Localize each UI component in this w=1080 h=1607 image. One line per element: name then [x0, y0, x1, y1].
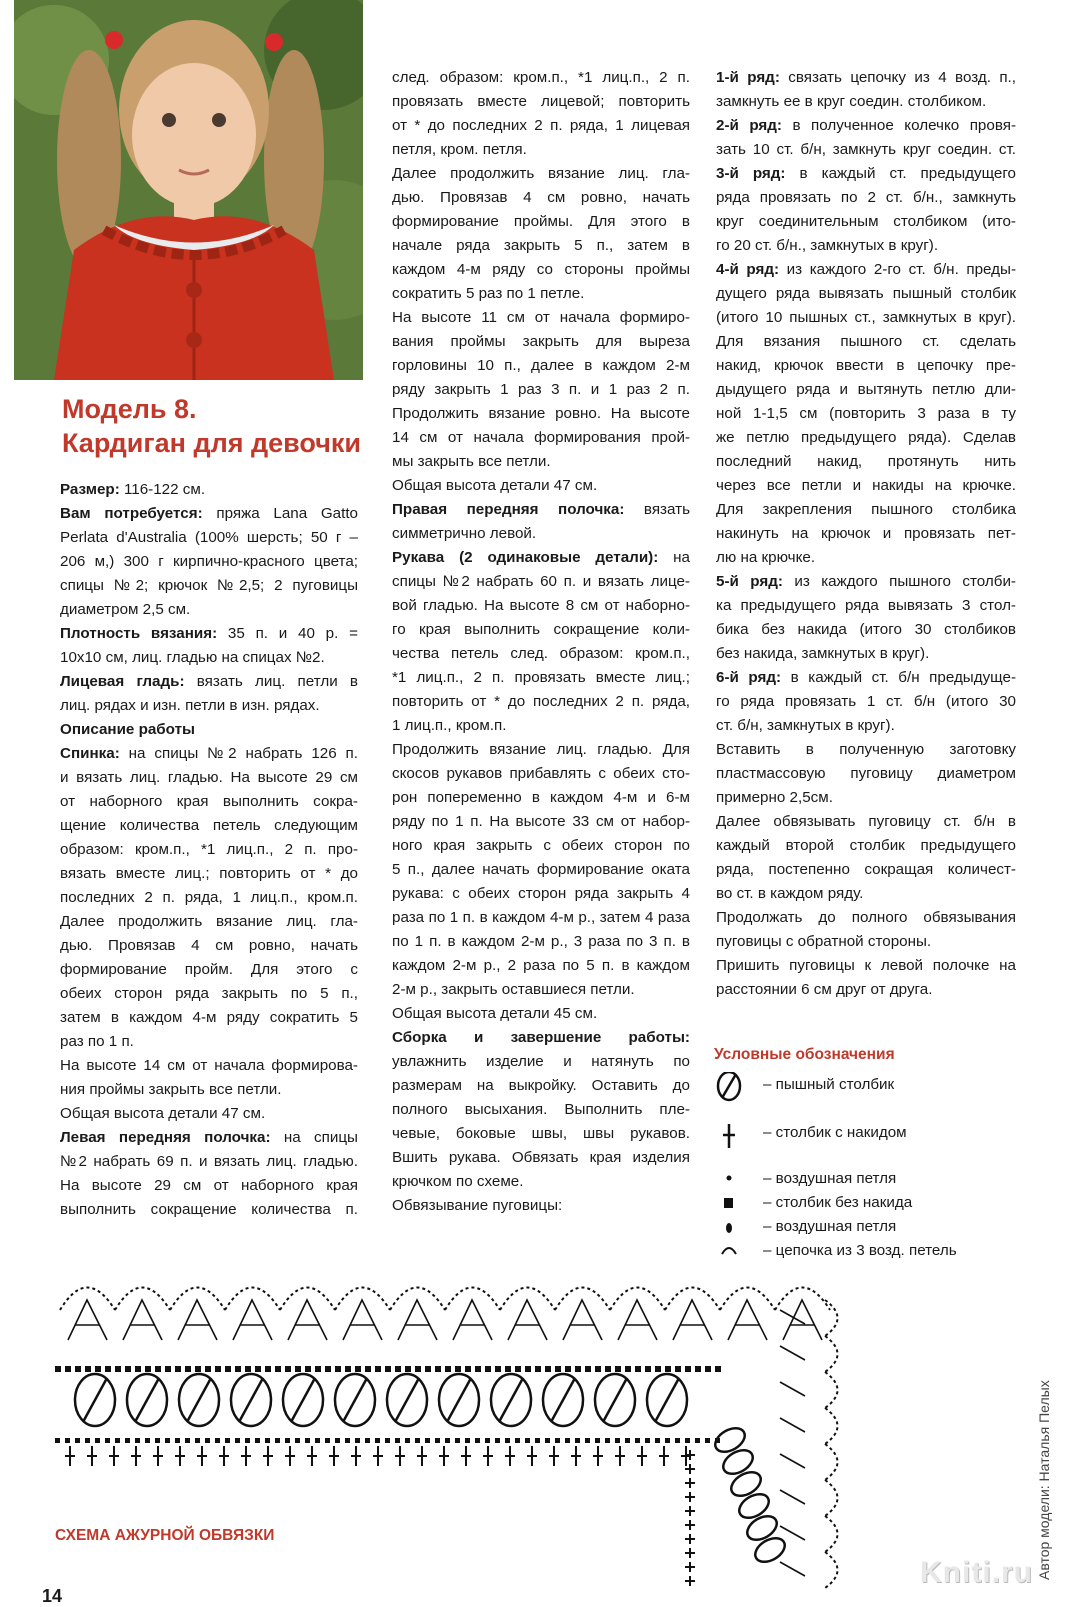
- title-line-1: Модель 8.: [62, 394, 197, 424]
- scheme-mark: [585, 1438, 590, 1443]
- puff-stitch-icon: [718, 1072, 740, 1100]
- scheme-mark: [125, 1366, 131, 1372]
- chain-oval-icon: [726, 1223, 732, 1233]
- scheme-mark: [245, 1366, 251, 1372]
- scheme-mark: [535, 1438, 540, 1443]
- scheme-mark: [395, 1366, 401, 1372]
- scheme-mark: [551, 1378, 575, 1422]
- scheme-mark: [178, 1300, 217, 1340]
- model-photo: [14, 0, 363, 380]
- scheme-mark: [447, 1378, 471, 1422]
- scheme-mark: [445, 1288, 500, 1311]
- scheme-mark: [455, 1438, 460, 1443]
- scheme-mark: [68, 1300, 107, 1340]
- scheme-mark: [465, 1438, 470, 1443]
- scheme-mark: [85, 1438, 90, 1443]
- scheme-mark: [545, 1366, 551, 1372]
- legend-item-0: – пышный столбик: [763, 1076, 895, 1093]
- scheme-mark: [595, 1366, 601, 1372]
- scheme-mark: [185, 1438, 190, 1443]
- scheme-mark: [495, 1438, 500, 1443]
- legend-symbols: [714, 1072, 764, 1262]
- scheme-mark: [780, 1382, 805, 1396]
- scheme-mark: [175, 1438, 180, 1443]
- scheme-mark: [618, 1300, 657, 1340]
- scheme-mark: [195, 1438, 200, 1443]
- legend-item-2: – воздушная петля: [763, 1170, 897, 1187]
- scheme-mark: [780, 1490, 805, 1504]
- scheme-mark: [825, 1516, 838, 1552]
- scheme-mark: [665, 1366, 671, 1372]
- legend-item-5: – цепочка из 3 возд. петель: [763, 1242, 957, 1259]
- scheme-mark: [75, 1366, 81, 1372]
- scheme-mark: [255, 1366, 261, 1372]
- scheme-mark: [335, 1366, 341, 1372]
- scheme-mark: [780, 1454, 805, 1468]
- scheme-mark: [625, 1366, 631, 1372]
- scheme-mark: [405, 1366, 411, 1372]
- scheme-mark: [563, 1300, 602, 1340]
- scheme-mark: [55, 1366, 61, 1372]
- scheme-mark: [291, 1378, 315, 1422]
- scheme-mark: [475, 1366, 481, 1372]
- girl-illustration: [14, 0, 363, 380]
- scheme-mark: [105, 1366, 111, 1372]
- scheme-mark: [325, 1366, 331, 1372]
- scheme-mark: [395, 1378, 419, 1422]
- column-3: 1-й ряд: связать цепочку из 4 возд. п., замкнуть ее в круг соедин. столбиком. 2-й ряд: в полученное колечко провя- зать 10 ст. б/н, замкнуть круг соедин. ст. 3-й ряд: в каждый ст. предыдущего ряда провязать по 2 ст. б/н., замкнуть круг соединительным столбиком (ито- го 20 ст. б/н., замкнутых в круг). 4-й ряд: из каждого 2-го ст. б/н. преды- дущего ряда вывязать пышный столбик (итого 10 пышных ст., замкнутых в круг). Для вязания пышного ст. сделать накид, крючок ввести в цепочку пре- дыдущего ряда и вытянуть петлю дли- ной 1-1,5 см (повторить 3 раза в ту же петлю предыдущего ряда). Сделав последний накид, протянуть нить через все петли и накиды на крючке. Для закрепления пышного столбика накинуть на крючок и провязать пет- лю на крючке. 5-й ряд: из каждого пышного столби- ка предыдущего ряда вывязать 3 стол- бика без накида (итого 30 столбиков без накида, замкнутых в круг). 6-й ряд: в каждый ст. б/н предыдуще- го ряда провязать 1 ст. б/н (итого 30 ст. б/н, замкнутых в круг). Вставить в полученную заготовку пластмассовую пуговицу диаметром примерно 2,5см. Далее обвязывать пуговицу ст. б/н в каждый второй столбик предыдущего ряда, постепенно сокращая количест- во ст. в каждом ряду. Продолжать до полного обвязывания пуговицы с обратной стороны. Пришить пуговицы к левой полочке на расстоянии 6 см друг от друга.: [716, 69, 1017, 998]
- scheme-mark: [285, 1366, 291, 1372]
- page-number: 14: [42, 1586, 63, 1606]
- scheme-mark: [695, 1366, 701, 1372]
- column-2: след. образом: кром.п., *1 лиц.п., 2 п. провязать вместе лицевой; повторить от * до последних 2 п. ряда, 1 лицевая петля, кром. петля. Далее продолжить вязание лиц. гла- дью. Провязав 4 см ровно, начать формирование проймы. Для этого в начале ряда закрыть 5 п., затем в каждом 4-м ряду со стороны проймы сократить 5 раз по 1 петле. На высоте 11 см от начала формиро- вания проймы закрыть для выреза горловины 10 п., далее в каждом 2-м ряду закрыть 1 раз 3 п. и 1 раз 2 п. Продолжить вязание ровно. На высоте 14 см от начала формирования прой- мы закрыть все петли. Общая высота детали 47 см. Правая передняя полочка: вязать симметрично левой. Рукава (2 одинаковые детали): на спицы №2 набрать 60 п. и вязать лице- вой гладью. На высоте 8 см от наборно- го края выполнить сокращение коли- чества петель след. образом: кром.п., *1 лиц.п., 2 п. провязать вместе лиц.; повторить от * до последних 2 п. ряда, 1 лиц.п., кром.п. Продолжить вязание лиц. гладью. Для скосов рукавов прибавлять с обеих сто- рон попеременно в каждом 4-м и 6-м ряду по 1 п. На высоте 33 см от набор- ного края закрыть с обеих сторон по 5 п., далее начать формирование оката рукава: с обеих сторон ряда закрыть 4 раза по 1 п. в каждом 4-м р., затем 4 раза по 1 п. в каждом 2-м р., 3 раза по 3 п. в каждом 2-м р., 2 раза по 5 п. в каждом 2-м р., закрыть оставшиеся петли. Общая высота детали 45 см. Сборка и завершение работы: увлажнить изделие и натянуть по размерам на выкройку. Оставить до полного высыхания. Выполнить пле- чевые, боковые швы, швы рукавов. Вшить рукава. Обвязать края изделия крючком по схеме. Обвязывание пуговицы:: [392, 69, 690, 1214]
- scheme-mark: [75, 1438, 80, 1443]
- scheme-mark: [675, 1366, 681, 1372]
- scheme-mark: [335, 1288, 390, 1311]
- scheme-mark: [435, 1438, 440, 1443]
- scheme-mark: [555, 1288, 610, 1311]
- scheme-mark: [60, 1288, 115, 1311]
- scheme-mark: [825, 1480, 838, 1516]
- scheme-mark: [390, 1288, 445, 1311]
- scheme-mark: [275, 1438, 280, 1443]
- scheme-mark: [508, 1300, 547, 1340]
- scheme-mark: [355, 1366, 361, 1372]
- scheme-mark: [635, 1366, 641, 1372]
- title-line-2: Кардиган для девочки: [62, 428, 362, 458]
- scheme-mark: [170, 1288, 225, 1311]
- scheme-mark: [655, 1438, 660, 1443]
- scheme-mark: [385, 1438, 390, 1443]
- scheme-mark: [123, 1300, 162, 1340]
- scheme-mark: [780, 1418, 805, 1432]
- scheme-mark: [525, 1366, 531, 1372]
- chain-arc-icon: [722, 1248, 736, 1254]
- scheme-mark: [505, 1366, 511, 1372]
- scheme-mark: [205, 1366, 211, 1372]
- scheme-mark: [783, 1300, 822, 1340]
- scheme-mark: [685, 1366, 691, 1372]
- crochet-scheme-diagram: [0, 1270, 1040, 1600]
- scheme-mark: [375, 1438, 380, 1443]
- legend-title: Условные обозначения: [714, 1046, 895, 1063]
- scheme-mark: [115, 1438, 120, 1443]
- scheme-mark: [105, 1438, 110, 1443]
- scheme-mark: [345, 1366, 351, 1372]
- scheme-mark: [55, 1438, 60, 1443]
- scheme-mark: [295, 1366, 301, 1372]
- scheme-mark: [665, 1438, 670, 1443]
- scheme-mark: [205, 1438, 210, 1443]
- scheme-mark: [155, 1438, 160, 1443]
- scheme-mark: [705, 1366, 711, 1372]
- scheme-mark: [215, 1366, 221, 1372]
- scheme-mark: [825, 1408, 838, 1444]
- scheme-mark: [585, 1366, 591, 1372]
- scheme-mark: [610, 1288, 665, 1311]
- scheme-mark: [425, 1438, 430, 1443]
- scheme-mark: [415, 1366, 421, 1372]
- scheme-mark: [685, 1438, 690, 1443]
- scheme-mark: [155, 1366, 161, 1372]
- scheme-mark: [385, 1366, 391, 1372]
- scheme-mark: [215, 1438, 220, 1443]
- scheme-mark: [83, 1378, 107, 1422]
- scheme-mark: [825, 1552, 838, 1588]
- single-crochet-icon: [724, 1198, 733, 1208]
- scheme-mark: [780, 1310, 805, 1324]
- scheme-mark: [125, 1438, 130, 1443]
- scheme-mark: [728, 1300, 767, 1340]
- scheme-mark: [500, 1288, 555, 1311]
- scheme-mark: [495, 1366, 501, 1372]
- scheme-mark: [565, 1438, 570, 1443]
- scheme-mark: [225, 1438, 230, 1443]
- scheme-mark: [825, 1372, 838, 1408]
- scheme-mark: [95, 1438, 100, 1443]
- scheme-mark: [603, 1378, 627, 1422]
- scheme-mark: [525, 1438, 530, 1443]
- scheme-mark: [345, 1438, 350, 1443]
- scheme-mark: [115, 1288, 170, 1311]
- scheme-mark: [445, 1438, 450, 1443]
- scheme-mark: [233, 1300, 272, 1340]
- scheme-mark: [305, 1366, 311, 1372]
- scheme-mark: [625, 1438, 630, 1443]
- scheme-mark: [780, 1562, 805, 1576]
- scheme-mark: [780, 1526, 805, 1540]
- scheme-mark: [475, 1438, 480, 1443]
- scheme-mark: [65, 1438, 70, 1443]
- scheme-mark: [415, 1438, 420, 1443]
- scheme-mark: [365, 1438, 370, 1443]
- scheme-mark: [465, 1366, 471, 1372]
- scheme-mark: [239, 1378, 263, 1422]
- scheme-mark: [187, 1378, 211, 1422]
- scheme-mark: [535, 1366, 541, 1372]
- scheme-mark: [605, 1366, 611, 1372]
- scheme-mark: [780, 1346, 805, 1360]
- scheme-mark: [225, 1288, 280, 1311]
- scheme-mark: [751, 1533, 789, 1566]
- scheme-mark: [445, 1366, 451, 1372]
- scheme-mark: [395, 1438, 400, 1443]
- legend-item-4: – воздушная петля: [763, 1218, 897, 1235]
- scheme-mark: [565, 1366, 571, 1372]
- scheme-mark: [515, 1366, 521, 1372]
- scheme-mark: [265, 1438, 270, 1443]
- scheme-mark: [145, 1438, 150, 1443]
- scheme-mark: [695, 1438, 700, 1443]
- scheme-mark: [195, 1366, 201, 1372]
- scheme-mark: [735, 1489, 773, 1522]
- scheme-mark: [275, 1366, 281, 1372]
- scheme-mark: [305, 1438, 310, 1443]
- scheme-title: СХЕМА АЖУРНОЙ ОБВЯЗКИ: [55, 1527, 275, 1544]
- scheme-mark: [288, 1300, 327, 1340]
- scheme-mark: [355, 1438, 360, 1443]
- scheme-mark: [645, 1366, 651, 1372]
- legend-item-3: – столбик без накида: [763, 1194, 913, 1211]
- scheme-mark: [225, 1366, 231, 1372]
- scheme-mark: [165, 1366, 171, 1372]
- scheme-mark: [115, 1366, 121, 1372]
- scheme-mark: [645, 1438, 650, 1443]
- scheme-mark: [175, 1366, 181, 1372]
- scheme-mark: [575, 1438, 580, 1443]
- chain-dot-icon: [727, 1176, 732, 1181]
- scheme-mark: [727, 1467, 765, 1500]
- scheme-mark: [515, 1438, 520, 1443]
- scheme-mark: [255, 1438, 260, 1443]
- scheme-mark: [575, 1366, 581, 1372]
- scheme-mark: [775, 1288, 830, 1311]
- scheme-mark: [65, 1366, 71, 1372]
- scheme-mark: [555, 1438, 560, 1443]
- scheme-mark: [295, 1438, 300, 1443]
- scheme-mark: [455, 1366, 461, 1372]
- scheme-mark: [405, 1438, 410, 1443]
- scheme-mark: [505, 1438, 510, 1443]
- scheme-mark: [398, 1300, 437, 1340]
- scheme-mark: [665, 1288, 720, 1311]
- scheme-mark: [85, 1366, 91, 1372]
- scheme-mark: [615, 1366, 621, 1372]
- scheme-mark: [675, 1438, 680, 1443]
- scheme-mark: [280, 1288, 335, 1311]
- scheme-mark: [375, 1366, 381, 1372]
- article-title: [62, 392, 361, 460]
- column-1: Размер: 116-122 см. Вам потребуется: пряжа Lana Gatto Perlata d'Australia (100% шерсть; 50 г – 206 м,) 300 г кирпично-красного цвета; спицы №2; крючок №2,5; 2 пуговицы диаметром 2,5 см. Плотность вязания: 35 п. и 40 р. = 10х10 см, лиц. гладью на спицах №2. Лицевая гладь: вязать лиц. петли в лиц. рядах и изн. петли в изн. рядах. Описание работы Спинка: на спицы №2 набрать 126 п. и вязать лиц. гладью. На высоте 29 см от наборного края выполнить сокра- щение количества петель следующим образом: кром.п., *1 лиц.п., 2 п. про- вязать вместе лиц.; повторить от * до последних 2 п. ряда, 1 лиц.п., кром.п. Далее продолжить вязание лиц. гла- дью. Провязав 4 см ровно, начать формирование пройм. Для этого с обеих сторон ряда закрыть по 5 п., затем в каждом 4-м ряду сократить 5 раз по 1 п. На высоте 14 см от начала формирова- ния проймы закрыть все петли. Общая высота детали 47 см. Левая передняя полочка: на спицы №2 набрать 69 п. и вязать лиц. гладью. На высоте 29 см от наборного края выполнить сокращение количества п.: [60, 481, 358, 1218]
- scheme-mark: [425, 1366, 431, 1372]
- scheme-mark: [315, 1438, 320, 1443]
- scheme-mark: [95, 1366, 101, 1372]
- scheme-mark: [825, 1444, 838, 1480]
- scheme-mark: [545, 1438, 550, 1443]
- watermark: Kniti.ru: [920, 1556, 1033, 1589]
- scheme-mark: [705, 1438, 710, 1443]
- scheme-mark: [135, 1366, 141, 1372]
- scheme-mark: [715, 1366, 721, 1372]
- scheme-mark: [555, 1366, 561, 1372]
- scheme-mark: [453, 1300, 492, 1340]
- scheme-mark: [343, 1378, 367, 1422]
- scheme-mark: [635, 1438, 640, 1443]
- scheme-mark: [719, 1445, 757, 1478]
- author-credit: Автор модели: Наталья Пелых: [1036, 1380, 1052, 1580]
- scheme-mark: [499, 1378, 523, 1422]
- scheme-mark: [185, 1366, 191, 1372]
- double-crochet-icon: [723, 1124, 735, 1148]
- scheme-mark: [485, 1366, 491, 1372]
- scheme-mark: [720, 1288, 775, 1311]
- scheme-mark: [485, 1438, 490, 1443]
- scheme-mark: [605, 1438, 610, 1443]
- scheme-mark: [245, 1438, 250, 1443]
- scheme-mark: [165, 1438, 170, 1443]
- scheme-mark: [135, 1378, 159, 1422]
- scheme-mark: [325, 1438, 330, 1443]
- scheme-mark: [335, 1438, 340, 1443]
- scheme-mark: [825, 1336, 838, 1372]
- scheme-mark: [145, 1366, 151, 1372]
- legend-item-1: – столбик с накидом: [763, 1124, 907, 1141]
- scheme-mark: [673, 1300, 712, 1340]
- scheme-mark: [365, 1366, 371, 1372]
- scheme-mark: [435, 1366, 441, 1372]
- scheme-mark: [235, 1438, 240, 1443]
- scheme-mark: [595, 1438, 600, 1443]
- scheme-mark: [655, 1378, 679, 1422]
- scheme-mark: [265, 1366, 271, 1372]
- scheme-mark: [135, 1438, 140, 1443]
- scheme-mark: [711, 1423, 749, 1456]
- scheme-mark: [655, 1366, 661, 1372]
- scheme-mark: [285, 1438, 290, 1443]
- scheme-mark: [743, 1511, 781, 1544]
- scheme-mark: [615, 1438, 620, 1443]
- scheme-mark: [343, 1300, 382, 1340]
- scheme-mark: [315, 1366, 321, 1372]
- scheme-mark: [235, 1366, 241, 1372]
